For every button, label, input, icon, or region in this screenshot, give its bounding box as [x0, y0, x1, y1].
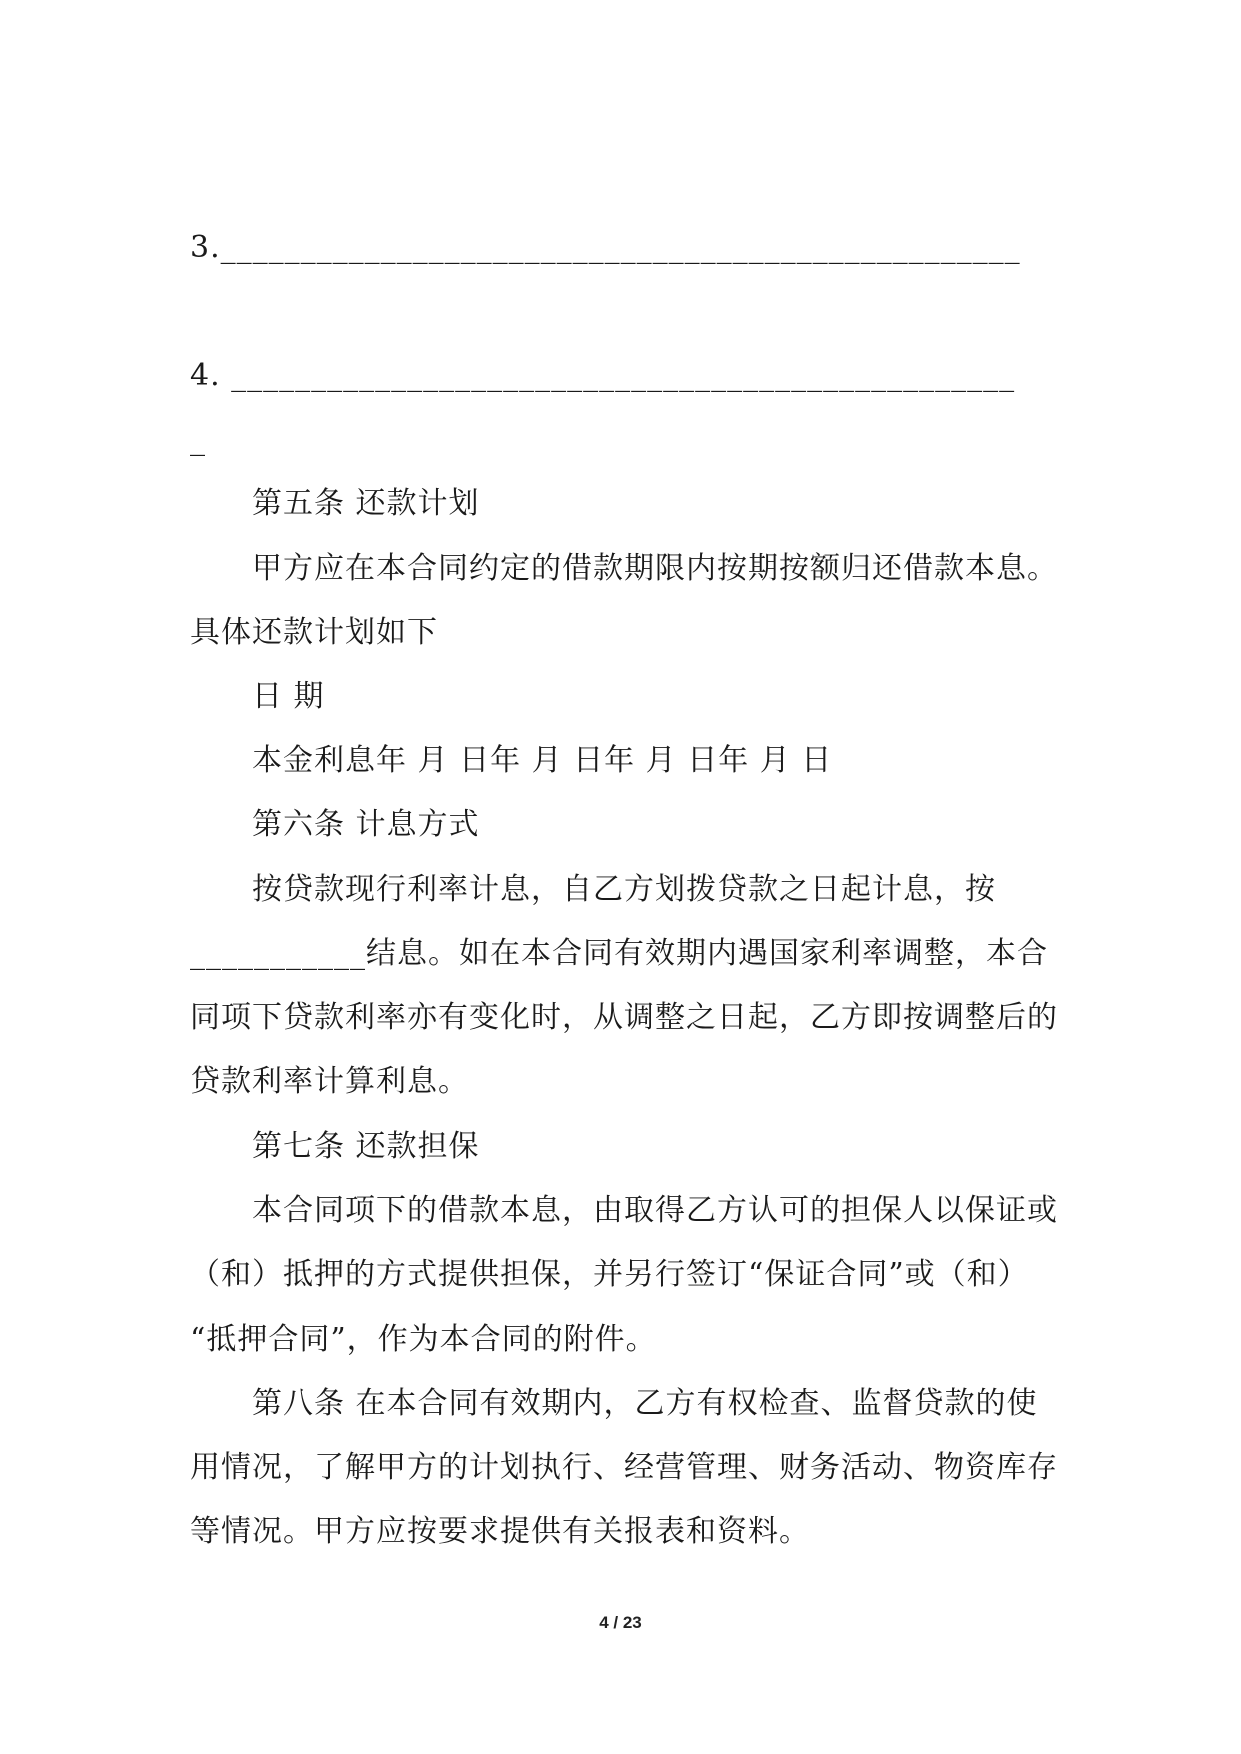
article-5-schedule-row: 本金利息年 月 日年 月 日年 月 日年 月 日 [252, 743, 833, 778]
article-7-paragraph-line: “抵押合同”，作为本合同的附件。 [190, 1322, 657, 1357]
article-8-paragraph-line: 等情况。甲方应按要求提供有关报表和资料。 [190, 1514, 810, 1549]
article-7-paragraph-line: 本合同项下的借款本息，由取得乙方认可的担保人以保证或 [252, 1193, 1058, 1228]
blank-item-4: 4. _________________________________________________ [190, 358, 1016, 393]
article-6-paragraph-line: 贷款利率计算利息。 [190, 1064, 469, 1099]
article-5-paragraph-line: 具体还款计划如下 [190, 615, 438, 650]
article-8-paragraph-line: 第八条 在本合同有效期内，乙方有权检查、监督贷款的使 [252, 1386, 1038, 1421]
article-7-heading: 第七条 还款担保 [252, 1129, 480, 1164]
article-8-paragraph-line: 用情况，了解甲方的计划执行、经营管理、财务活动、物资库存 [190, 1450, 1058, 1485]
article-6-paragraph-line: 同项下贷款利率亦有变化时，从调整之日起，乙方即按调整后的 [190, 1000, 1058, 1035]
article-5-heading: 第五条 还款计划 [252, 486, 480, 521]
article-6-heading: 第六条 计息方式 [252, 807, 480, 842]
article-6-paragraph-line: ___________结息。如在本合同有效期内遇国家利率调整，本合 [190, 936, 1048, 971]
article-5-paragraph-line: 甲方应在本合同约定的借款期限内按期按额归还借款本息。 [252, 551, 1058, 586]
article-7-paragraph-line: （和）抵押的方式提供担保，并另行签订“保证合同”或（和） [190, 1257, 1029, 1292]
article-6-paragraph-line: 按贷款现行利率计息，自乙方划拨贷款之日起计息，按 [252, 872, 996, 907]
blank-item-3: 3.__________________________________________________ [190, 230, 1021, 265]
article-5-date-label: 日 期 [252, 679, 325, 714]
page-number: 4 / 23 [599, 1613, 642, 1632]
blank-item-4-continuation: _ [190, 422, 206, 457]
